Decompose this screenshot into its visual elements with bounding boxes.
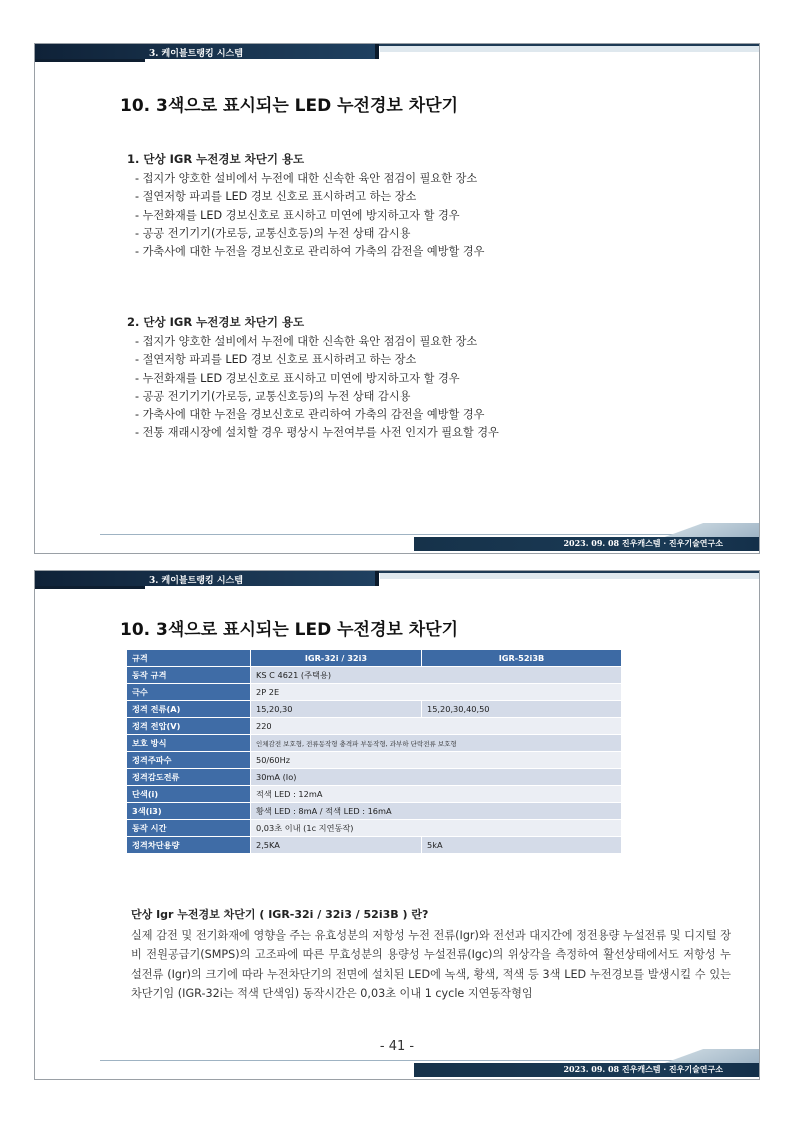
footer-line: [100, 534, 679, 535]
header-cell: 규격: [127, 650, 251, 667]
row-value: 220: [251, 718, 622, 735]
row-label: 정격감도전류: [127, 769, 251, 786]
footer-label: 2023. 09. 08 진우캐스템 · 진우기술연구소: [563, 538, 723, 548]
table-row: [127, 752, 622, 769]
row-value: 30mA (Io): [251, 769, 622, 786]
row-label: 극수: [127, 684, 251, 701]
header-cell: IGR-52i3B: [422, 650, 622, 667]
row-value: 인체감전 보호형, 전류동작형 충격파 부동작형, 과부하 단락전류 보호형: [251, 735, 622, 752]
table-row: [127, 803, 622, 820]
row-label: 정격주파수: [127, 752, 251, 769]
row-value: KS C 4621 (주택용): [251, 667, 622, 684]
spec-table: [126, 649, 622, 854]
list-item: - 접지가 양호한 설비에서 누전에 대한 신속한 육안 점검이 필요한 장소: [135, 335, 478, 348]
row-label: 보호 방식: [127, 735, 251, 752]
description-block: [131, 906, 731, 1004]
row-label: 단색(i): [127, 786, 251, 803]
list-item: - 누전화재를 LED 경보신호로 표시하고 미연에 방지하고자 할 경우: [135, 208, 460, 222]
list-item: - 접지가 양호한 설비에서 누전에 대한 신속한 육안 점검이 필요한 장소: [135, 172, 478, 185]
section-heading: 2. 단상 IGR 누전경보 차단기 용도: [127, 315, 305, 329]
section-heading: 1. 단상 IGR 누전경보 차단기 용도: [127, 152, 305, 166]
table-row: [127, 786, 622, 803]
row-value: 2P 2E: [251, 684, 622, 701]
page-number: - 41 -: [379, 1039, 415, 1054]
row-label: 동작 시간: [127, 820, 251, 837]
footer-label: 2023. 09. 08 진우캐스템 · 진우기술연구소: [563, 1064, 723, 1074]
table-header-row: [127, 650, 622, 667]
row-value: 50/60Hz: [251, 752, 622, 769]
header-accent: [35, 59, 145, 62]
slide-2: [34, 570, 760, 1080]
header-accent: [35, 586, 145, 589]
usage-section-1: [127, 151, 747, 261]
header-shade: [380, 46, 759, 52]
header-tick: [375, 44, 379, 59]
slide-title: 10. 3색으로 표시되는 LED 누전경보 차단기: [120, 96, 459, 116]
header-cell: IGR-32i / 32i3: [251, 650, 422, 667]
table-row: [127, 837, 622, 854]
header-tick: [375, 571, 379, 586]
row-label: 3색(i3): [127, 803, 251, 820]
table-row: [127, 684, 622, 701]
header-label: 3. 케이블트랭킹 시스템: [149, 576, 243, 586]
table-row: [127, 769, 622, 786]
row-value: 0,03초 이내 (1c 지연동작): [251, 820, 622, 837]
list-item: - 공공 전기기기(가로등, 교통신호등)의 누전 상태 감시용: [135, 226, 411, 240]
description-body: 실제 감전 및 전기화재에 영향을 주는 유효성분의 저항성 누전 전류(Igr)와 전선과 대지간에 정전용량 누설전류 및 디지털 장비 전원공급기(SMPS)의 고조파에 따른 무효성분의 용량성 누설전류(Igc)의 위상각을 측정하여 활선상태에서도 저항성 누설전류 (Igr)의 크기에 따라 누전차단기의 전면에 설치된 LED에 녹색, 황색, 적색 등 3색 LED 누전경보를 발생시킬 수 있는 차단기임 (IGR-32i는 적색 단색임) 동작시간은 0,03초 이내 1 cycle 지연동작형임: [131, 929, 731, 1001]
row-value: 적색 LED : 12mA: [251, 786, 622, 803]
row-value: 15,20,30: [251, 701, 422, 718]
row-value: 2,5KA: [251, 837, 422, 854]
footer-line: [100, 1060, 679, 1061]
row-value: 15,20,30,40,50: [422, 701, 622, 718]
list-item: - 공공 전기기기(가로등, 교통신호등)의 누전 상태 감시용: [135, 389, 411, 403]
slide-title: 10. 3색으로 표시되는 LED 누전경보 차단기: [120, 620, 459, 640]
row-value: 황색 LED : 8mA / 적색 LED : 16mA: [251, 803, 622, 820]
list-item: - 전통 재래시장에 설치할 경우 평상시 누전여부를 사전 인지가 필요할 경우: [135, 426, 499, 440]
list-item: - 누전화재를 LED 경보신호로 표시하고 미연에 방지하고자 할 경우: [135, 371, 460, 385]
usage-section-2: [127, 314, 747, 443]
header-label: 3. 케이블트랭킹 시스템: [149, 49, 243, 59]
footer-shade: [639, 1049, 759, 1063]
header-shade: [380, 573, 759, 579]
slide-1: [34, 43, 760, 554]
list-item: - 절연저항 파괴를 LED 경보 신호로 표시하려고 하는 장소: [135, 190, 417, 204]
row-label: 정격 전압(V): [127, 718, 251, 735]
footer-shade: [639, 523, 759, 537]
list-item: - 가축사에 대한 누전을 경보신호로 관리하여 가축의 감전을 예방할 경우: [135, 408, 485, 422]
table-row: [127, 735, 622, 752]
description-question: 단상 Igr 누전경보 차단기 ( IGR-32i / 32i3 / 52i3B ) 란?: [131, 908, 429, 921]
table-row: [127, 667, 622, 684]
table-row: [127, 701, 622, 718]
list-item: - 가축사에 대한 누전을 경보신호로 관리하여 가축의 감전을 예방할 경우: [135, 245, 485, 259]
list-item: - 절연저항 파괴를 LED 경보 신호로 표시하려고 하는 장소: [135, 353, 417, 367]
row-label: 동작 규격: [127, 667, 251, 684]
table-row: [127, 718, 622, 735]
row-label: 정격 전류(A): [127, 701, 251, 718]
row-label: 정격차단용량: [127, 837, 251, 854]
table-row: [127, 820, 622, 837]
row-value: 5kA: [422, 837, 622, 854]
